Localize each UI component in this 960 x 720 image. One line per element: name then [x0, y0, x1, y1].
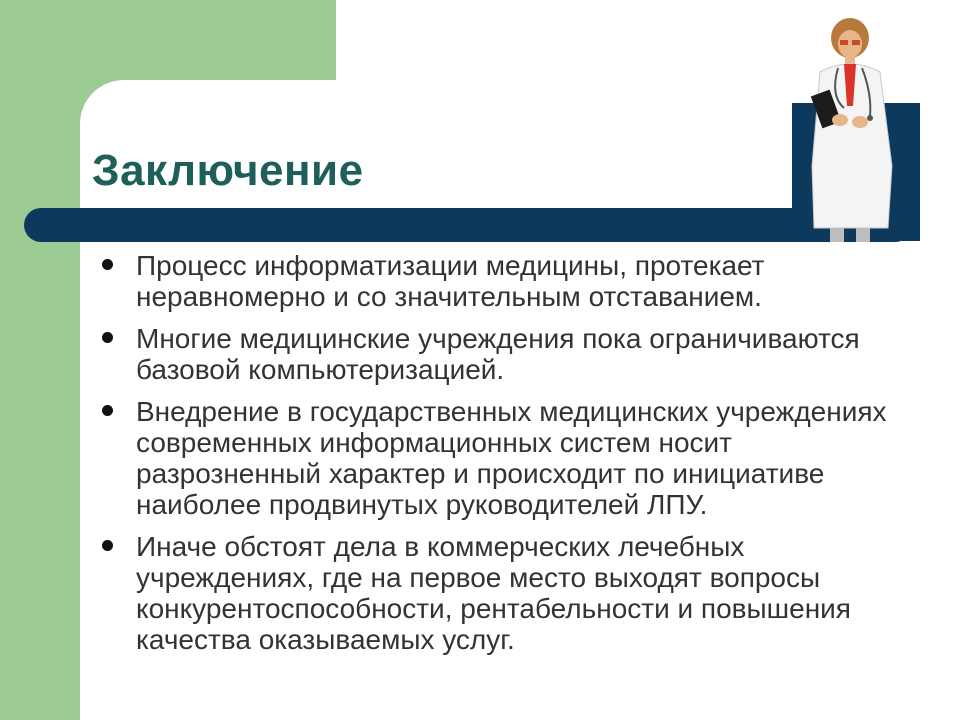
- bullet-text: Многие медицинские учреждения пока ограничиваются базовой компьютеризацией.: [136, 323, 860, 385]
- doctor-illustration: [800, 16, 910, 242]
- bullet-item: [98, 323, 908, 385]
- title-underline-bar: [24, 208, 912, 242]
- bullet-dot-icon: [102, 540, 113, 551]
- bullet-item: [98, 531, 908, 655]
- bullet-item: [98, 396, 908, 520]
- bullet-list: [98, 250, 908, 666]
- slide-title: Заключение: [92, 146, 364, 195]
- bullet-text: Процесс информатизации медицины, протекает неравномерно и со значительным отставанием.: [136, 250, 765, 312]
- bullet-text: Внедрение в государственных медицинских учреждениях современных информационных систем носит разрозненный характер и происходит по инициативе наиболее продвинутых руководителей ЛПУ.: [136, 396, 887, 520]
- bullet-text: Иначе обстоят дела в коммерческих лечебных учреждениях, где на первое место выходят вопросы конкурентоспособности, рентабельности и повышения качества оказываемых услуг.: [136, 531, 851, 655]
- bullet-dot-icon: [102, 332, 113, 343]
- left-green-band: [0, 0, 80, 720]
- bullet-dot-icon: [102, 405, 113, 416]
- top-green-band: [0, 0, 336, 80]
- bullet-item: [98, 250, 908, 312]
- bullet-dot-icon: [102, 259, 113, 270]
